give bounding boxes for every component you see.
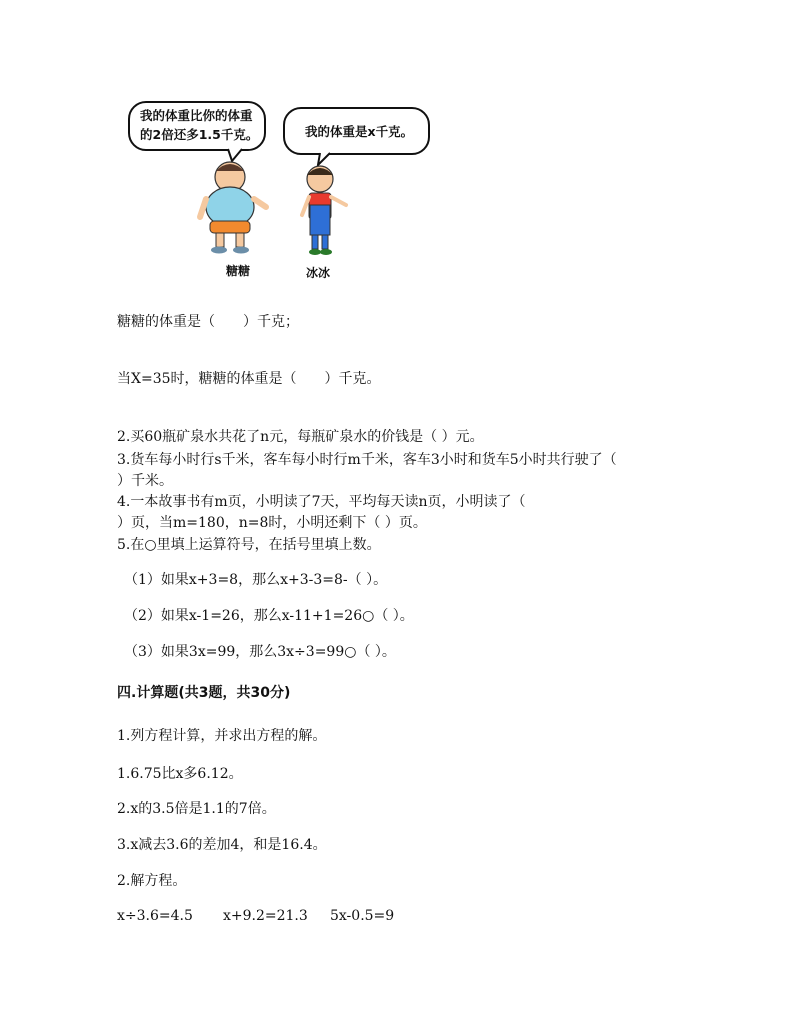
- equation-2: x+9.2=21.3: [223, 908, 308, 924]
- question-5-part2: （2）如果x-1=26，那么x-11+1=26○（ ）。: [124, 608, 414, 624]
- speech-bubble-left-line2: 的2倍还多1.5千克。: [140, 127, 259, 142]
- name-tangtang: 糖糖: [226, 264, 251, 278]
- speech-bubble-right-text: 我的体重是x千克。: [305, 124, 414, 139]
- question-weight-expression: 糖糖的体重是（ ）千克；: [117, 314, 299, 330]
- characters-drawing: [120, 95, 440, 285]
- calc-1-item3: 3.x减去3.6的差加4，和是16.4。: [117, 837, 327, 853]
- question-3-line2: ）千米。: [117, 473, 173, 489]
- calc-1-item1: 1.6.75比x多6.12。: [117, 766, 243, 782]
- question-5: 5.在○里填上运算符号，在括号里填上数。: [117, 537, 381, 553]
- question-5-part3: （3）如果3x=99，那么3x÷3=99○（ ）。: [124, 644, 396, 660]
- question-4-line2: ）页，当m=180，n=8时，小明还剩下（ ）页。: [117, 515, 427, 531]
- equation-3: 5x-0.5=9: [330, 908, 395, 924]
- question-weight-value: 当X=35时，糖糖的体重是（ ）千克。: [117, 371, 381, 387]
- question-3-line1: 3.货车每小时行s千米，客车每小时行m千米，客车3小时和货车5小时共行驶了（: [117, 452, 617, 468]
- illustration: [120, 95, 440, 285]
- boy-tangtang-figure: [200, 162, 266, 254]
- calc-2: 2.解方程。: [117, 873, 187, 889]
- equation-1: x÷3.6=4.5: [117, 908, 193, 924]
- speech-bubble-left-line1: 我的体重比你的体重: [140, 108, 253, 123]
- question-2: 2.买60瓶矿泉水共花了n元，每瓶矿泉水的价钱是（ ）元。: [117, 429, 484, 445]
- calc-1-item2: 2.x的3.5倍是1.1的7倍。: [117, 801, 276, 817]
- boy-bingbing-figure: [302, 166, 346, 255]
- name-bingbing: 冰冰: [306, 266, 331, 280]
- question-4-line1: 4.一本故事书有m页，小明读了7天，平均每天读n页，小明读了（: [117, 494, 526, 510]
- question-5-part1: （1）如果x+3=8，那么x+3-3=8-（ ）。: [124, 572, 388, 588]
- calc-1: 1.列方程计算，并求出方程的解。: [117, 728, 327, 744]
- section-4-heading: 四.计算题(共3题，共30分): [117, 685, 291, 701]
